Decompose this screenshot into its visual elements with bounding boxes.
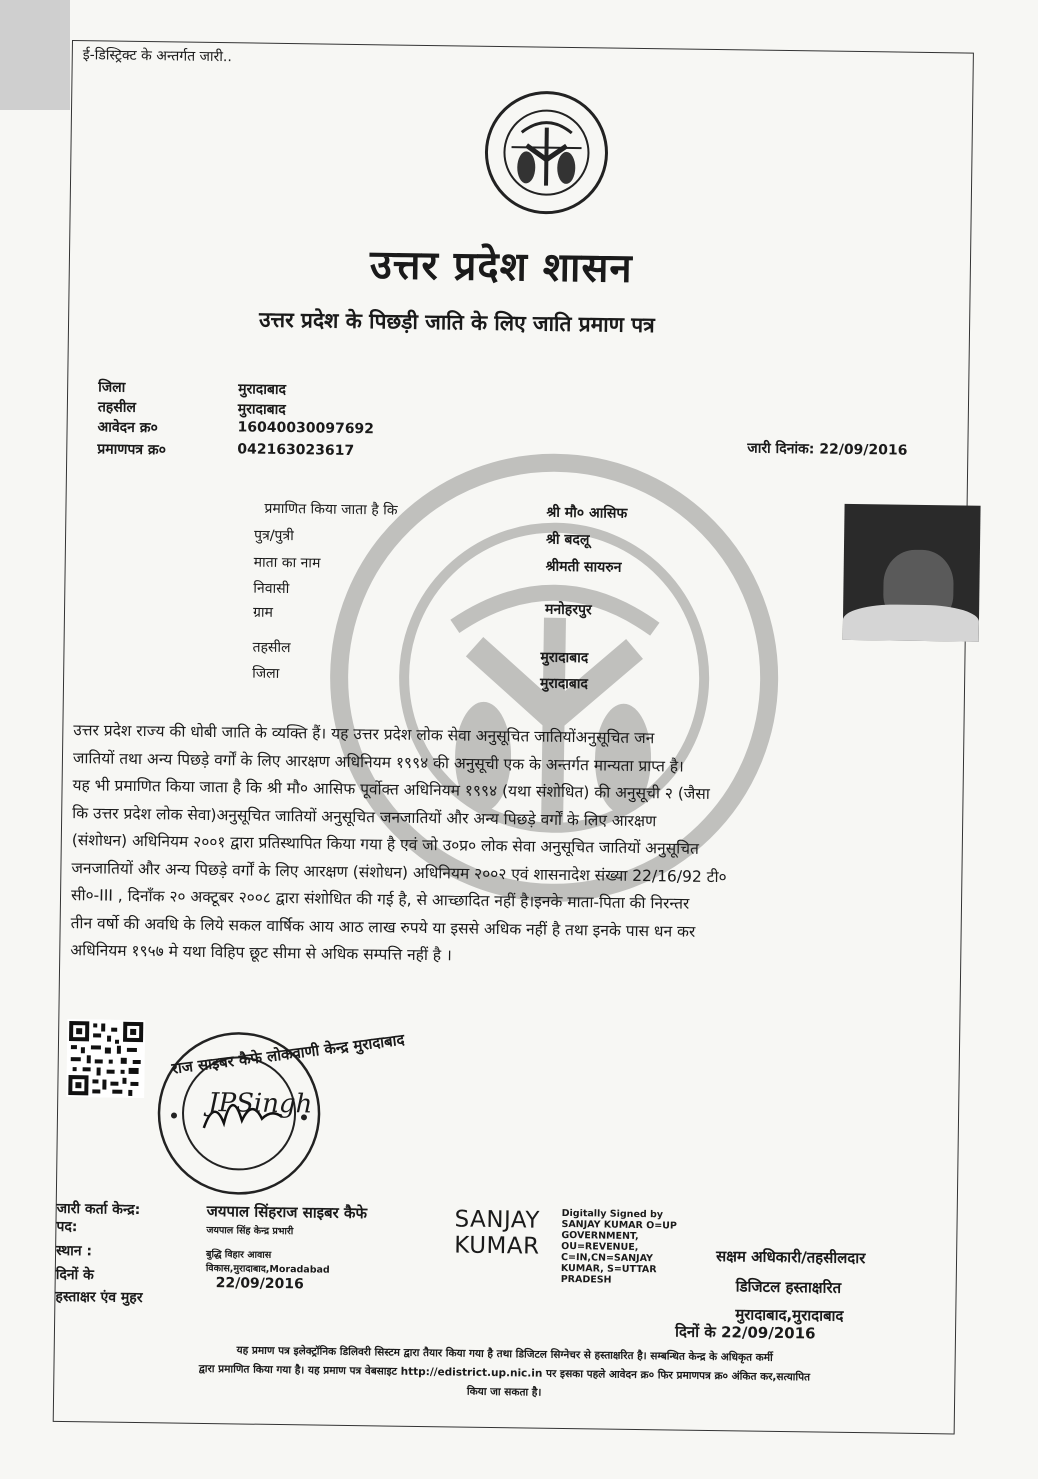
- meta-value-certificate-no: 042163023617: [237, 441, 355, 459]
- digital-signature-details: [561, 1208, 677, 1287]
- detail-value-father: श्री बदलू: [545, 531, 590, 549]
- issuer-place-label: स्थान :: [55, 1242, 93, 1260]
- authority-title: सक्षम अधिकारी/तहसीलदार: [715, 1247, 866, 1268]
- meta-label-tehsil: तहसील: [97, 399, 136, 416]
- detail-label-mother: माता का नाम: [253, 554, 321, 572]
- issuer-place-value-2: विकास,मुरादाबाद,Moradabad: [205, 1262, 330, 1276]
- photo-shirt: [843, 604, 979, 642]
- issuer-place-value-1: बुद्धि विहार आवास: [205, 1248, 272, 1261]
- meta-value-tehsil: मुरादाबाद: [237, 401, 286, 419]
- issuer-post-value: जयपाल सिंह केन्द्र प्रभारी: [206, 1224, 294, 1238]
- paragraph-line: (संशोधन) अधिनियम २००१ द्वारा प्रतिस्थापित किया गया है एवं जो उ०प्र० लोक सेवा अनुसूचित जातियों अनुसूचित: [71, 831, 699, 858]
- digital-signer-name: [454, 1206, 540, 1259]
- issuer-center-label: जारी कर्ता केन्द्र:: [56, 1200, 141, 1219]
- paragraph-line: कि उत्तर प्रदेश लोक सेवा)अनुसूचित जातियों अनुसूचित जनजातियों और अन्य पिछड़े वर्गों के लिए आरक्षण: [72, 803, 657, 830]
- detail-value-village: मनोहरपुर: [544, 601, 592, 619]
- meta-label-district: जिला: [98, 379, 126, 396]
- paragraph-line: जातियों तथा अन्य पिछड़े वर्गों के लिए आरक्षण अधिनियम १९९४ की अनुसूची एक के अन्तर्गत मान्यता प्राप्त है।: [72, 748, 685, 776]
- issuer-post-label: पद:: [56, 1218, 78, 1236]
- document-subtitle: उत्तर प्रदेश के पिछड़ी जाति के लिए जाति प्रमाण पत्र: [258, 307, 655, 338]
- meta-label-application-no: आवेदन क्र०: [97, 419, 158, 437]
- issue-date-value: 22/09/2016: [819, 441, 908, 459]
- detail-label-resident: निवासी: [253, 580, 290, 598]
- issuer-date-label: दिनों के: [55, 1266, 94, 1284]
- authority-date-value: 22/09/2016: [720, 1323, 816, 1343]
- footer-line: यह प्रमाण पत्र इलेक्ट्रॉनिक डिलिवरी सिस्टम द्वारा तैयार किया गया है तथा डिजिटल सिग्नेचर से हस्ताक्षरित है। सम्बन्धित केन्द्र के अधिकृत कर्मी: [236, 1344, 773, 1364]
- certificate-frame: [53, 40, 974, 1434]
- paragraph-line: अधिनियम १९५७ मे यथा विहिप छूट सीमा से अधिक सम्पत्ति नहीं है ।: [70, 941, 453, 965]
- qr-code-icon[interactable]: [66, 1019, 145, 1098]
- detail-label-son-of: पुत्र/पुत्री: [253, 527, 294, 545]
- detail-value-name: श्री मौ० आसिफ: [546, 504, 628, 522]
- paragraph-line: यह भी प्रमाणित किया जाता है कि श्री मौ० आसिफ पूर्वोक्त अधिनियम १९९४ (यथा संशोधित) की अनुसूची २ (जैसा: [72, 776, 711, 803]
- footer-line: किया जा सकता है।: [466, 1385, 542, 1399]
- detail-label-district: जिला: [252, 665, 280, 682]
- signer-last-name: KUMAR: [454, 1232, 540, 1260]
- authority-digital-signed: डिजिटल हस्ताक्षरित: [735, 1277, 842, 1297]
- sign-detail-line: PRADESH: [560, 1273, 612, 1286]
- footer-note: [54, 1339, 955, 1409]
- detail-label-tehsil: तहसील: [252, 639, 291, 657]
- signer-first-name: SANJAY: [454, 1206, 541, 1234]
- detail-label-certified: प्रमाणित किया जाता है कि: [264, 500, 398, 519]
- meta-label-certificate-no: प्रमाणपत्र क्र०: [97, 441, 167, 459]
- issuer-date-value: 22/09/2016: [215, 1275, 304, 1293]
- sign-detail-line: KUMAR, S=UTTAR: [560, 1262, 657, 1276]
- detail-value-mother: श्रीमती सायरुन: [545, 558, 622, 576]
- authority-date-label: दिनों के: [674, 1322, 716, 1342]
- seal-signature: JPSingh: [207, 1088, 313, 1120]
- issue-date: [747, 438, 907, 459]
- sign-detail-line: SANJAY KUMAR O=UP: [561, 1218, 677, 1232]
- meta-value-application-no: 16040030097692: [237, 419, 375, 438]
- sign-detail-line: GOVERNMENT,: [561, 1229, 639, 1243]
- meta-value-district: मुरादाबाद: [238, 381, 287, 399]
- detail-value-tehsil: मुरादाबाद: [540, 649, 589, 667]
- sign-detail-line: C=IN,CN=SANJAY: [560, 1251, 654, 1265]
- issue-date-label: जारी दिनांक:: [747, 440, 815, 458]
- issuer-center-name: जयपाल सिंहराज साइबर कैफे: [206, 1201, 368, 1223]
- authority-location: मुरादाबाद,मुरादाबाद: [735, 1305, 844, 1325]
- issuer-sign-label: हस्ताक्षर एंव मुहर: [55, 1288, 143, 1307]
- issued-under-note: ई-डिस्ट्रिक्ट के अन्तर्गत जारी..: [82, 47, 232, 66]
- sign-detail-line: OU=REVENUE,: [561, 1240, 639, 1254]
- up-government-emblem-icon: [481, 87, 613, 219]
- footer-line: द्वारा प्रमाणित किया गया है। यह प्रमाण पत्र वेबसाइट http://edistrict.up.nic.in पर इसका पहले आवेदन क्र० फिर प्रमाणपत्र क्र० अंकित कर,सत्यापित: [198, 1362, 811, 1384]
- detail-value-district: मुरादाबाद: [539, 675, 589, 693]
- paragraph-line: उत्तर प्रदेश राज्य की धोबी जाति के व्यक्ति हैं। यह उत्तर प्रदेश लोक सेवा अनुसूचित जातियोंअनुसूचित जन: [73, 721, 655, 748]
- paragraph-line: जनजातियों और अन्य पिछड़े वर्गों के लिए आरक्षण (संशोधन) अधिनियम २००२ एवं शासनादेश संख्या 22/16/92 टी०: [71, 858, 727, 886]
- sign-detail-line: Digitally Signed by: [561, 1207, 664, 1221]
- paragraph-line: तीन वर्षो की अवधि के लिये सकल वार्षिक आय आठ लाख रुपये या इससे अधिक नहीं है तथा इनके पास धन कर: [70, 913, 696, 941]
- applicant-photo: [843, 504, 981, 642]
- authority-date: [675, 1322, 816, 1344]
- detail-label-village: ग्राम: [252, 604, 274, 621]
- paragraph-line: सी०-III , दिनॉंक २० अक्टूबर २००८ द्वारा संशोधित की गई है, से आच्छादित नहीं है।इनके माता-पिता की निरन्तर: [70, 886, 690, 913]
- seal-text: राज साइबर कैफे लोकवाणी केन्द्र मुरादाबाद: [170, 1030, 406, 1078]
- document-title: उत्तर प्रदेश शासन: [369, 242, 633, 292]
- certificate-paragraph: [70, 717, 953, 977]
- folded-corner: [0, 0, 70, 110]
